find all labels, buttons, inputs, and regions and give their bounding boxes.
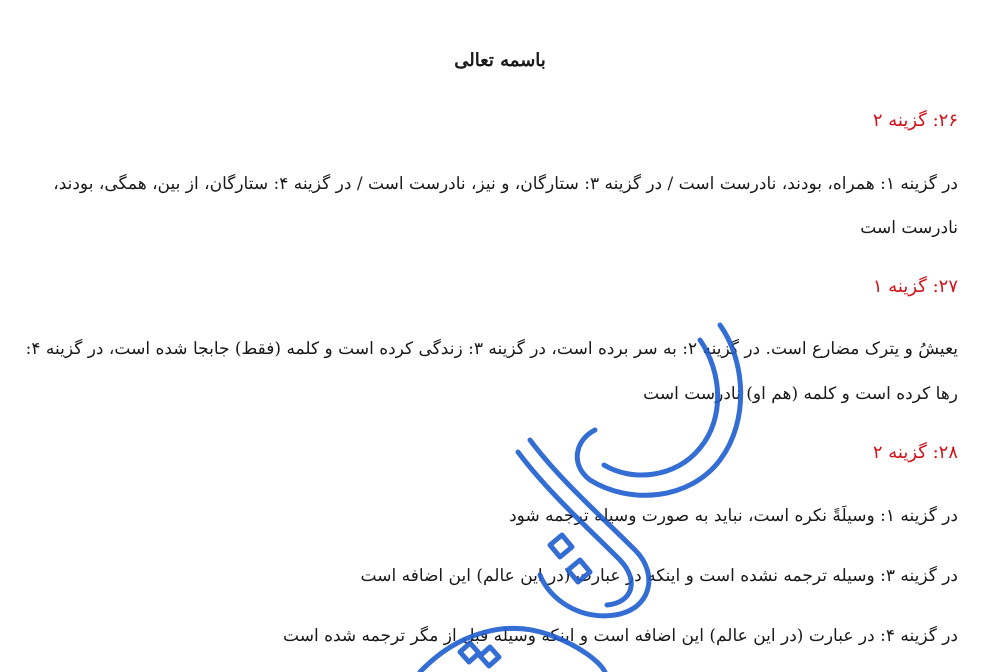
explanation-27-line-2: رها کرده است و کلمه (هم او) نادرست است — [643, 384, 958, 404]
explanation-28-line-2: در گزینه ۳: وسیله ترجمه نشده است و اینکه در عبارت (در این عالم) این اضافه است — [360, 566, 958, 586]
answer-heading-28: ۲۸: گزینه ۲ — [872, 442, 958, 463]
explanation-27-line-1: یعیشُ و یترک مضارع است. در گزینه ۲: به سر برده است، در گزینه ۳: زندگی کرده است و کلمه (فقط) جابجا شده است، در گزینه ۴: — [25, 339, 958, 359]
document-title: باسمه تعالی — [454, 50, 546, 71]
explanation-28-line-1: در گزینه ۱: وسیلَةً نکره است، نباید به صورت وسیله ترجمه شود — [509, 506, 958, 526]
explanation-26-line-2: نادرست است — [860, 218, 958, 238]
explanation-28-line-3: در گزینه ۴: در عبارت (در این عالم) این اضافه است و اینکه وسیله قبل از مگر ترجمه شده است — [283, 626, 958, 646]
answer-heading-27: ۲۷: گزینه ۱ — [872, 276, 958, 297]
answer-heading-26: ۲۶: گزینه ۲ — [872, 110, 958, 131]
explanation-26-line-1: در گزینه ۱: همراه، بودند، نادرست است / در گزینه ۳: ستارگان، و نیز، نادرست است / در گزینه ۴: ستارگان، از بین، همگی، بودند، — [53, 174, 958, 194]
